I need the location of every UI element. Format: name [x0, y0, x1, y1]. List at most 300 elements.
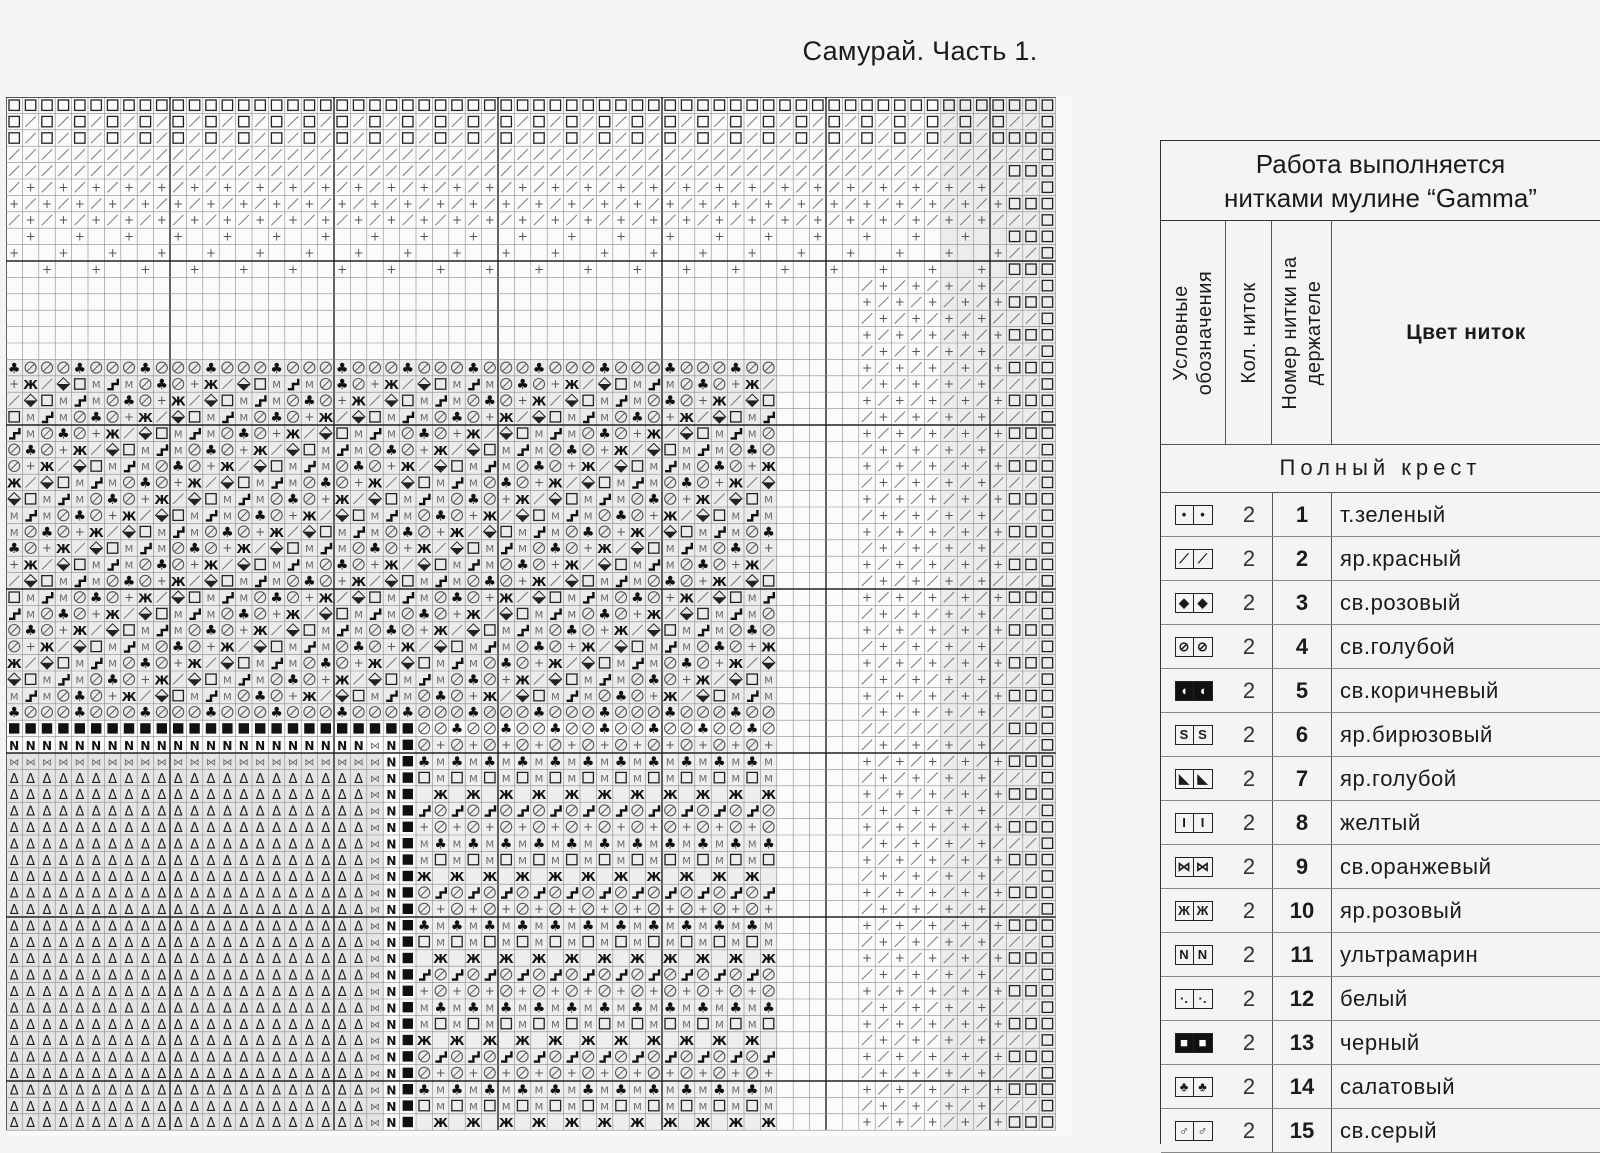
svg-text:Δ: Δ: [354, 919, 364, 935]
legend-count: 2: [1242, 721, 1256, 747]
svg-text:Δ: Δ: [304, 1001, 314, 1017]
svg-text:M: M: [436, 478, 445, 490]
svg-text:Δ: Δ: [91, 1083, 101, 1099]
svg-text:+: +: [943, 508, 955, 523]
svg-text:+: +: [976, 1033, 987, 1048]
svg-text:+: +: [419, 442, 430, 457]
legend-count: 2: [1242, 765, 1256, 791]
svg-text:♣: ♣: [581, 754, 595, 771]
svg-text:Ж: Ж: [580, 870, 596, 885]
svg-text:M: M: [501, 1101, 511, 1113]
svg-text:Δ: Δ: [337, 1050, 347, 1066]
svg-text:Ж: Ж: [744, 1034, 760, 1049]
svg-text:Δ: Δ: [91, 968, 101, 984]
svg-text:Δ: Δ: [9, 1067, 19, 1082]
svg-text:♣: ♣: [24, 623, 37, 640]
svg-text:M: M: [321, 626, 331, 638]
svg-text:Δ: Δ: [272, 886, 282, 902]
svg-text:♣: ♣: [253, 508, 267, 525]
svg-text:M: M: [419, 577, 429, 588]
svg-text:+: +: [943, 934, 955, 949]
svg-text:Δ: Δ: [173, 1034, 183, 1050]
svg-text:Ж: Ж: [630, 525, 645, 540]
svg-text:Ж: Ж: [695, 673, 711, 688]
svg-text:♣: ♣: [89, 410, 103, 426]
svg-text:+: +: [960, 1082, 971, 1097]
svg-text:M: M: [764, 495, 773, 506]
svg-text:Δ: Δ: [42, 1099, 52, 1115]
svg-text:+: +: [140, 672, 151, 687]
svg-text:N: N: [222, 739, 233, 753]
svg-text:N: N: [386, 1050, 397, 1065]
svg-text:+: +: [976, 278, 987, 293]
svg-text:♣: ♣: [171, 459, 185, 476]
svg-text:♣: ♣: [598, 606, 611, 623]
svg-text:+: +: [205, 639, 217, 654]
svg-text:+: +: [878, 344, 889, 359]
svg-text:+: +: [9, 377, 20, 392]
svg-text:+: +: [271, 606, 282, 621]
svg-text:Δ: Δ: [9, 1034, 19, 1050]
svg-text:Δ: Δ: [304, 837, 314, 853]
svg-text:+: +: [927, 459, 938, 474]
svg-text:♣: ♣: [631, 410, 644, 426]
svg-text:Δ: Δ: [140, 853, 150, 869]
svg-text:+: +: [943, 377, 955, 392]
svg-text:Δ: Δ: [173, 821, 183, 836]
svg-text:♣: ♣: [401, 705, 415, 722]
svg-text:Δ: Δ: [75, 968, 85, 984]
svg-text:Δ: Δ: [108, 788, 118, 804]
legend-symbol: [1161, 537, 1226, 580]
svg-text:+: +: [205, 196, 217, 211]
svg-text:+: +: [189, 213, 200, 228]
svg-text:Δ: Δ: [42, 788, 52, 804]
svg-text:Δ: Δ: [42, 903, 52, 918]
svg-text:Δ: Δ: [173, 1050, 183, 1066]
svg-text:♣: ♣: [680, 1082, 693, 1099]
svg-text:Δ: Δ: [206, 935, 216, 951]
svg-text:Ж: Ж: [138, 591, 153, 606]
svg-text:Δ: Δ: [173, 935, 183, 951]
svg-text:Δ: Δ: [288, 1034, 298, 1050]
svg-text:+: +: [993, 590, 1004, 605]
svg-text:+: +: [878, 475, 889, 490]
svg-text:Δ: Δ: [288, 919, 298, 935]
svg-text:♣: ♣: [139, 475, 152, 492]
svg-text:+: +: [189, 557, 200, 572]
svg-text:+: +: [927, 360, 938, 375]
svg-text:N: N: [173, 739, 184, 753]
svg-text:M: M: [9, 511, 19, 523]
svg-text:N: N: [386, 1099, 397, 1114]
svg-text:N: N: [386, 1067, 397, 1081]
svg-text:Δ: Δ: [75, 985, 85, 1000]
svg-text:M: M: [436, 937, 445, 949]
svg-text:♣: ♣: [7, 705, 21, 722]
svg-text:Ж: Ж: [252, 443, 268, 458]
svg-text:Δ: Δ: [239, 1099, 249, 1115]
svg-text:M: M: [469, 773, 478, 785]
svg-text:+: +: [484, 262, 495, 277]
zhe-letter-icon: Ж Ж: [1175, 901, 1213, 921]
svg-text:Ж: Ж: [662, 788, 678, 803]
svg-text:+: +: [583, 262, 594, 277]
svg-text:+: +: [911, 738, 922, 752]
svg-text:Ж: Ж: [384, 378, 399, 393]
svg-text:Δ: Δ: [75, 853, 85, 869]
svg-text:+: +: [976, 508, 987, 523]
svg-text:+: +: [927, 426, 938, 441]
svg-text:+: +: [960, 492, 971, 506]
svg-text:M: M: [747, 429, 757, 441]
svg-text:M: M: [698, 773, 708, 785]
svg-text:Δ: Δ: [206, 788, 216, 804]
svg-text:+: +: [533, 656, 545, 670]
svg-text:M: M: [633, 1085, 642, 1097]
svg-text:♣: ♣: [122, 393, 136, 410]
svg-text:Ж: Ж: [630, 788, 645, 803]
svg-text:+: +: [927, 951, 938, 966]
svg-text:Δ: Δ: [321, 1067, 331, 1082]
svg-text:M: M: [354, 445, 363, 457]
svg-text:Ж: Ж: [498, 952, 514, 967]
svg-text:♣: ♣: [762, 1000, 775, 1017]
svg-text:Δ: Δ: [354, 935, 364, 951]
svg-text:+: +: [484, 180, 495, 195]
legend-number: 1: [1272, 493, 1332, 536]
svg-text:+: +: [927, 196, 938, 211]
svg-text:Δ: Δ: [206, 1099, 216, 1115]
svg-text:⋈: ⋈: [370, 773, 380, 785]
svg-text:+: +: [747, 639, 758, 654]
svg-text:♣: ♣: [516, 557, 529, 574]
svg-text:♣: ♣: [417, 754, 431, 771]
svg-text:Δ: Δ: [91, 788, 101, 804]
svg-text:+: +: [369, 196, 381, 211]
svg-text:Δ: Δ: [354, 985, 364, 1000]
svg-text:+: +: [911, 475, 922, 490]
arrow-shape-icon: ◣ ◣: [1175, 769, 1213, 789]
svg-text:+: +: [501, 492, 512, 506]
svg-text:+: +: [993, 393, 1004, 408]
svg-text:+: +: [730, 738, 741, 752]
svg-text:Δ: Δ: [190, 853, 200, 869]
svg-text:Δ: Δ: [321, 1034, 331, 1050]
svg-text:+: +: [911, 1098, 922, 1113]
svg-text:N: N: [386, 804, 397, 819]
legend-symbol: [1161, 1065, 1226, 1108]
svg-text:+: +: [648, 820, 659, 834]
svg-text:Δ: Δ: [140, 837, 150, 853]
svg-text:Ж: Ж: [712, 870, 727, 885]
svg-text:Δ: Δ: [190, 903, 200, 918]
svg-text:Δ: Δ: [58, 1050, 68, 1066]
svg-text:+: +: [747, 459, 758, 474]
svg-text:+: +: [894, 656, 905, 670]
svg-text:Δ: Δ: [272, 935, 282, 951]
svg-text:Δ: Δ: [304, 853, 314, 869]
svg-text:Δ: Δ: [42, 821, 52, 836]
svg-text:M: M: [419, 839, 429, 851]
svg-text:Δ: Δ: [42, 1116, 52, 1132]
svg-text:M: M: [682, 839, 691, 851]
svg-text:+: +: [927, 524, 938, 539]
svg-text:Δ: Δ: [321, 1050, 331, 1066]
svg-text:+: +: [435, 196, 446, 211]
svg-text:M: M: [534, 1101, 544, 1113]
svg-text:+: +: [861, 229, 873, 244]
svg-text:+: +: [976, 967, 987, 982]
svg-text:⋈: ⋈: [370, 1052, 380, 1064]
svg-text:+: +: [960, 688, 971, 703]
svg-text:+: +: [894, 820, 905, 834]
svg-text:Δ: Δ: [255, 1099, 265, 1115]
svg-text:Δ: Δ: [26, 903, 36, 918]
svg-text:Ж: Ж: [728, 476, 744, 491]
svg-text:M: M: [469, 1101, 478, 1113]
svg-text:+: +: [943, 672, 955, 687]
svg-text:+: +: [960, 656, 971, 670]
svg-text:Ж: Ж: [302, 509, 317, 524]
svg-text:♣: ♣: [450, 590, 464, 607]
svg-text:Δ: Δ: [91, 985, 101, 1000]
svg-text:♣: ♣: [73, 360, 87, 377]
svg-text:Ж: Ж: [203, 558, 219, 573]
svg-text:+: +: [878, 1000, 889, 1015]
svg-text:M: M: [649, 478, 659, 490]
svg-text:+: +: [976, 738, 987, 752]
svg-text:Δ: Δ: [288, 903, 298, 918]
legend-symbol: [1161, 713, 1226, 756]
svg-text:+: +: [894, 1082, 905, 1097]
svg-text:+: +: [435, 738, 446, 752]
svg-text:♣: ♣: [335, 377, 349, 394]
svg-text:⋈: ⋈: [173, 757, 184, 769]
svg-text:M: M: [600, 937, 609, 949]
svg-text:M: M: [731, 511, 741, 523]
svg-text:+: +: [468, 196, 479, 211]
svg-text:Ж: Ж: [662, 952, 678, 967]
svg-text:+: +: [123, 590, 135, 605]
svg-text:+: +: [927, 1082, 938, 1097]
legend-count: 2: [1242, 809, 1256, 835]
svg-text:Ж: Ж: [449, 525, 465, 540]
svg-text:+: +: [517, 180, 528, 195]
svg-text:Δ: Δ: [124, 903, 134, 918]
svg-text:+: +: [927, 984, 938, 998]
svg-text:+: +: [271, 426, 282, 441]
svg-text:M: M: [255, 478, 265, 490]
svg-text:+: +: [501, 246, 512, 260]
svg-text:+: +: [861, 1049, 873, 1064]
svg-text:M: M: [534, 609, 544, 621]
svg-text:M: M: [534, 773, 544, 785]
svg-text:Δ: Δ: [124, 1050, 134, 1066]
svg-text:M: M: [731, 527, 741, 539]
svg-text:Δ: Δ: [272, 771, 282, 787]
svg-text:Δ: Δ: [222, 837, 232, 853]
svg-text:+: +: [960, 557, 971, 572]
svg-text:Ж: Ж: [187, 476, 202, 491]
svg-text:Δ: Δ: [140, 870, 150, 886]
svg-text:+: +: [615, 820, 627, 834]
svg-text:M: M: [583, 1003, 593, 1015]
svg-text:N: N: [156, 739, 167, 753]
svg-text:♣: ♣: [24, 442, 37, 459]
svg-text:+: +: [894, 1049, 905, 1064]
svg-text:M: M: [239, 396, 249, 408]
legend-row: [1161, 713, 1600, 757]
svg-text:M: M: [518, 527, 527, 539]
svg-text:Ж: Ж: [498, 591, 514, 606]
svg-text:Ж: Ж: [613, 624, 629, 639]
svg-text:♣: ♣: [73, 508, 87, 525]
svg-text:♣: ♣: [598, 1000, 611, 1017]
svg-text:Δ: Δ: [321, 771, 331, 787]
svg-text:Δ: Δ: [321, 1017, 331, 1033]
svg-text:♣: ♣: [516, 1082, 529, 1099]
svg-text:Δ: Δ: [190, 968, 200, 984]
col-header-number: Номер нитки на держателе: [1272, 221, 1332, 444]
svg-text:Δ: Δ: [124, 821, 134, 836]
svg-text:M: M: [583, 1019, 593, 1031]
svg-text:+: +: [894, 984, 905, 998]
svg-text:+: +: [878, 967, 889, 982]
svg-text:+: +: [960, 918, 971, 933]
svg-text:N: N: [189, 739, 200, 753]
svg-text:+: +: [976, 803, 987, 818]
svg-text:♣: ♣: [647, 721, 661, 738]
svg-text:Ж: Ж: [367, 657, 383, 671]
svg-text:♣: ♣: [450, 754, 464, 771]
svg-text:+: +: [123, 410, 135, 424]
svg-text:Δ: Δ: [255, 935, 265, 951]
svg-text:M: M: [600, 413, 609, 424]
svg-text:Δ: Δ: [239, 821, 249, 836]
svg-text:+: +: [386, 213, 397, 228]
svg-text:M: M: [141, 626, 150, 638]
svg-text:Ж: Ж: [318, 411, 334, 425]
svg-text:Ж: Ж: [498, 788, 514, 803]
svg-text:+: +: [894, 246, 905, 260]
svg-text:♣: ♣: [581, 918, 595, 935]
svg-text:+: +: [353, 180, 364, 195]
svg-text:Δ: Δ: [239, 935, 249, 951]
svg-text:Ж: Ж: [531, 394, 547, 409]
svg-text:♣: ♣: [434, 508, 447, 525]
svg-text:+: +: [976, 672, 987, 687]
svg-text:+: +: [911, 770, 922, 785]
svg-text:+: +: [435, 902, 446, 916]
svg-text:+: +: [878, 213, 889, 228]
svg-text:♣: ♣: [631, 590, 644, 607]
svg-text:Δ: Δ: [157, 1050, 167, 1066]
legend-column-headers: [1161, 221, 1600, 445]
svg-text:Δ: Δ: [26, 952, 36, 968]
svg-text:⋈: ⋈: [156, 757, 167, 769]
svg-text:Δ: Δ: [124, 804, 134, 820]
svg-text:♣: ♣: [204, 442, 218, 459]
svg-text:+: +: [517, 820, 528, 834]
svg-text:+: +: [25, 459, 36, 474]
svg-text:+: +: [993, 328, 1004, 342]
svg-text:M: M: [551, 1003, 560, 1015]
svg-text:Ж: Ж: [285, 427, 301, 442]
svg-text:Δ: Δ: [354, 870, 364, 886]
legend-symbol: [1161, 1109, 1226, 1152]
svg-text:M: M: [583, 675, 593, 687]
svg-text:Δ: Δ: [304, 771, 314, 787]
svg-text:Δ: Δ: [222, 1050, 232, 1066]
svg-text:+: +: [484, 820, 495, 834]
svg-text:M: M: [715, 626, 724, 638]
svg-text:♣: ♣: [663, 393, 677, 410]
svg-text:+: +: [894, 524, 905, 539]
svg-text:⋈: ⋈: [124, 757, 134, 769]
svg-text:M: M: [485, 544, 495, 556]
svg-text:Δ: Δ: [321, 919, 331, 935]
svg-text:+: +: [337, 262, 348, 277]
svg-text:+: +: [697, 738, 709, 752]
svg-text:+: +: [91, 606, 102, 621]
svg-text:M: M: [91, 396, 101, 408]
svg-text:⋈: ⋈: [370, 1036, 380, 1048]
svg-text:M: M: [206, 413, 216, 424]
svg-text:♣: ♣: [417, 918, 431, 935]
svg-text:+: +: [894, 918, 905, 933]
svg-text:Δ: Δ: [222, 1067, 232, 1082]
svg-text:Δ: Δ: [124, 985, 134, 1000]
svg-text:M: M: [633, 577, 642, 588]
svg-text:⋈: ⋈: [370, 806, 380, 818]
svg-text:+: +: [58, 213, 69, 228]
svg-text:M: M: [616, 855, 626, 867]
svg-text:Δ: Δ: [239, 952, 249, 968]
svg-text:Δ: Δ: [157, 1067, 167, 1082]
svg-text:Δ: Δ: [354, 968, 364, 984]
svg-text:⋈: ⋈: [271, 757, 282, 769]
svg-text:+: +: [386, 639, 397, 654]
svg-text:+: +: [599, 246, 610, 260]
svg-text:+: +: [779, 262, 791, 277]
svg-text:Δ: Δ: [42, 968, 52, 984]
svg-text:+: +: [927, 885, 938, 900]
svg-text:+: +: [993, 688, 1004, 703]
svg-text:♣: ♣: [729, 705, 743, 722]
svg-text:♣: ♣: [532, 1000, 546, 1017]
legend-color-name: св.коричневый: [1340, 677, 1499, 703]
svg-text:Δ: Δ: [337, 1099, 347, 1115]
svg-text:Δ: Δ: [337, 903, 347, 918]
legend-heading-line1: Работа выполняется: [1255, 149, 1506, 179]
club-icon: ♣ ♣: [1175, 1077, 1213, 1097]
svg-text:+: +: [976, 770, 987, 785]
svg-text:N: N: [58, 739, 69, 753]
svg-text:M: M: [665, 380, 675, 392]
svg-text:Δ: Δ: [239, 870, 249, 886]
svg-text:+: +: [468, 738, 479, 752]
svg-text:Δ: Δ: [26, 1099, 36, 1115]
svg-text:N: N: [386, 952, 397, 967]
svg-text:Ж: Ж: [744, 378, 760, 393]
svg-text:Δ: Δ: [321, 1001, 331, 1017]
svg-text:⋈: ⋈: [370, 987, 380, 998]
svg-text:Ж: Ж: [466, 1116, 481, 1131]
svg-text:M: M: [747, 609, 757, 621]
svg-text:Ж: Ж: [334, 673, 350, 688]
svg-text:+: +: [878, 180, 889, 195]
